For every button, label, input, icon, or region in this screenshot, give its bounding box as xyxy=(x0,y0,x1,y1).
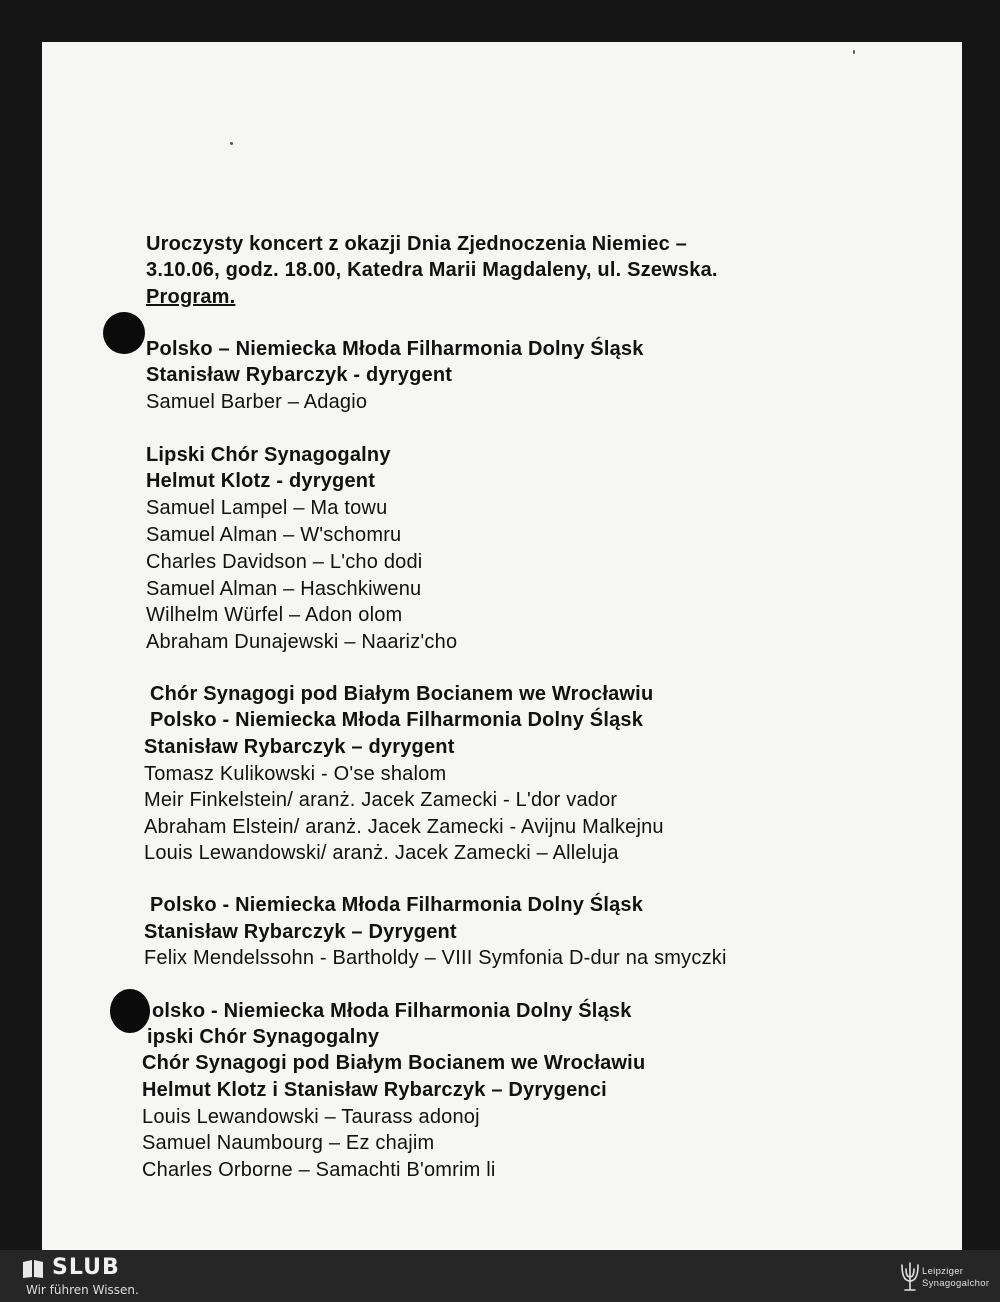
conductor-line: Stanisław Rybarczyk – dyrygent xyxy=(144,736,455,758)
conductor-line: Stanisław Rybarczyk – Dyrygent xyxy=(144,921,457,943)
footer-bar xyxy=(0,1250,1000,1302)
book-icon xyxy=(22,1259,44,1279)
program-heading-line: 3.10.06, godz. 18.00, Katedra Marii Magdaleny, ul. Szewska. xyxy=(146,259,718,281)
piece-line: Tomasz Kulikowski - O'se shalom xyxy=(144,763,447,785)
piece-line: Louis Lewandowski – Taurass adonoj xyxy=(142,1106,480,1128)
piece-line: Louis Lewandowski/ aranż. Jacek Zamecki – Alleluja xyxy=(144,842,619,864)
performer-line: ipski Chór Synagogalny xyxy=(147,1026,380,1048)
conductor-line: Helmut Klotz - dyrygent xyxy=(146,470,376,492)
program-heading-line: Uroczysty koncert z okazji Dnia Zjednoczenia Niemiec – xyxy=(146,233,687,255)
performer-line: Chór Synagogi pod Białym Bocianem we Wrocławiu xyxy=(142,1052,646,1074)
menorah-icon xyxy=(898,1257,922,1295)
performer-line: Polsko – Niemiecka Młoda Filharmonia Dolny Śląsk xyxy=(146,338,644,360)
piece-line: Samuel Alman – W'schomru xyxy=(146,524,402,546)
piece-line: Felix Mendelssohn - Bartholdy – VIII Symfonia D-dur na smyczki xyxy=(144,947,727,969)
partner-name xyxy=(922,1266,996,1290)
performer-line: Polsko - Niemiecka Młoda Filharmonia Dolny Śląsk xyxy=(150,894,644,916)
piece-line: Charles Davidson – L'cho dodi xyxy=(146,551,423,573)
piece-line: Abraham Dunajewski – Naariz'cho xyxy=(146,631,458,653)
slub-name: SLUB xyxy=(52,1255,120,1280)
piece-line: Samuel Naumbourg – Ez chajim xyxy=(142,1132,435,1154)
performer-line: Lipski Chór Synagogalny xyxy=(146,444,391,466)
partner-name-line: Leipziger xyxy=(922,1266,964,1277)
conductor-line: Helmut Klotz i Stanisław Rybarczyk – Dyrygenci xyxy=(142,1079,607,1101)
partner-name-line: Synagogalchor xyxy=(922,1278,990,1289)
piece-line: Wilhelm Würfel – Adon olom xyxy=(146,604,403,626)
slub-tagline: Wir führen Wissen. xyxy=(26,1283,139,1297)
piece-line: Meir Finkelstein/ aranż. Jacek Zamecki - L'dor vador xyxy=(144,789,618,811)
program-label: Program. xyxy=(146,286,236,308)
piece-line: Abraham Elstein/ aranż. Jacek Zamecki - Avijnu Malkejnu xyxy=(144,816,664,838)
piece-line: Samuel Alman – Haschkiwenu xyxy=(146,578,422,600)
piece-line: Charles Orborne – Samachti B'omrim li xyxy=(142,1159,496,1181)
conductor-line: Stanisław Rybarczyk - dyrygent xyxy=(146,364,453,386)
performer-line: Chór Synagogi pod Białym Bocianem we Wrocławiu xyxy=(150,683,654,705)
piece-line: Samuel Lampel – Ma towu xyxy=(146,497,388,519)
performer-line: olsko - Niemiecka Młoda Filharmonia Dolny Śląsk xyxy=(152,1000,632,1022)
piece-line: Samuel Barber – Adagio xyxy=(146,391,368,413)
performer-line: Polsko - Niemiecka Młoda Filharmonia Dolny Śląsk xyxy=(150,709,644,731)
